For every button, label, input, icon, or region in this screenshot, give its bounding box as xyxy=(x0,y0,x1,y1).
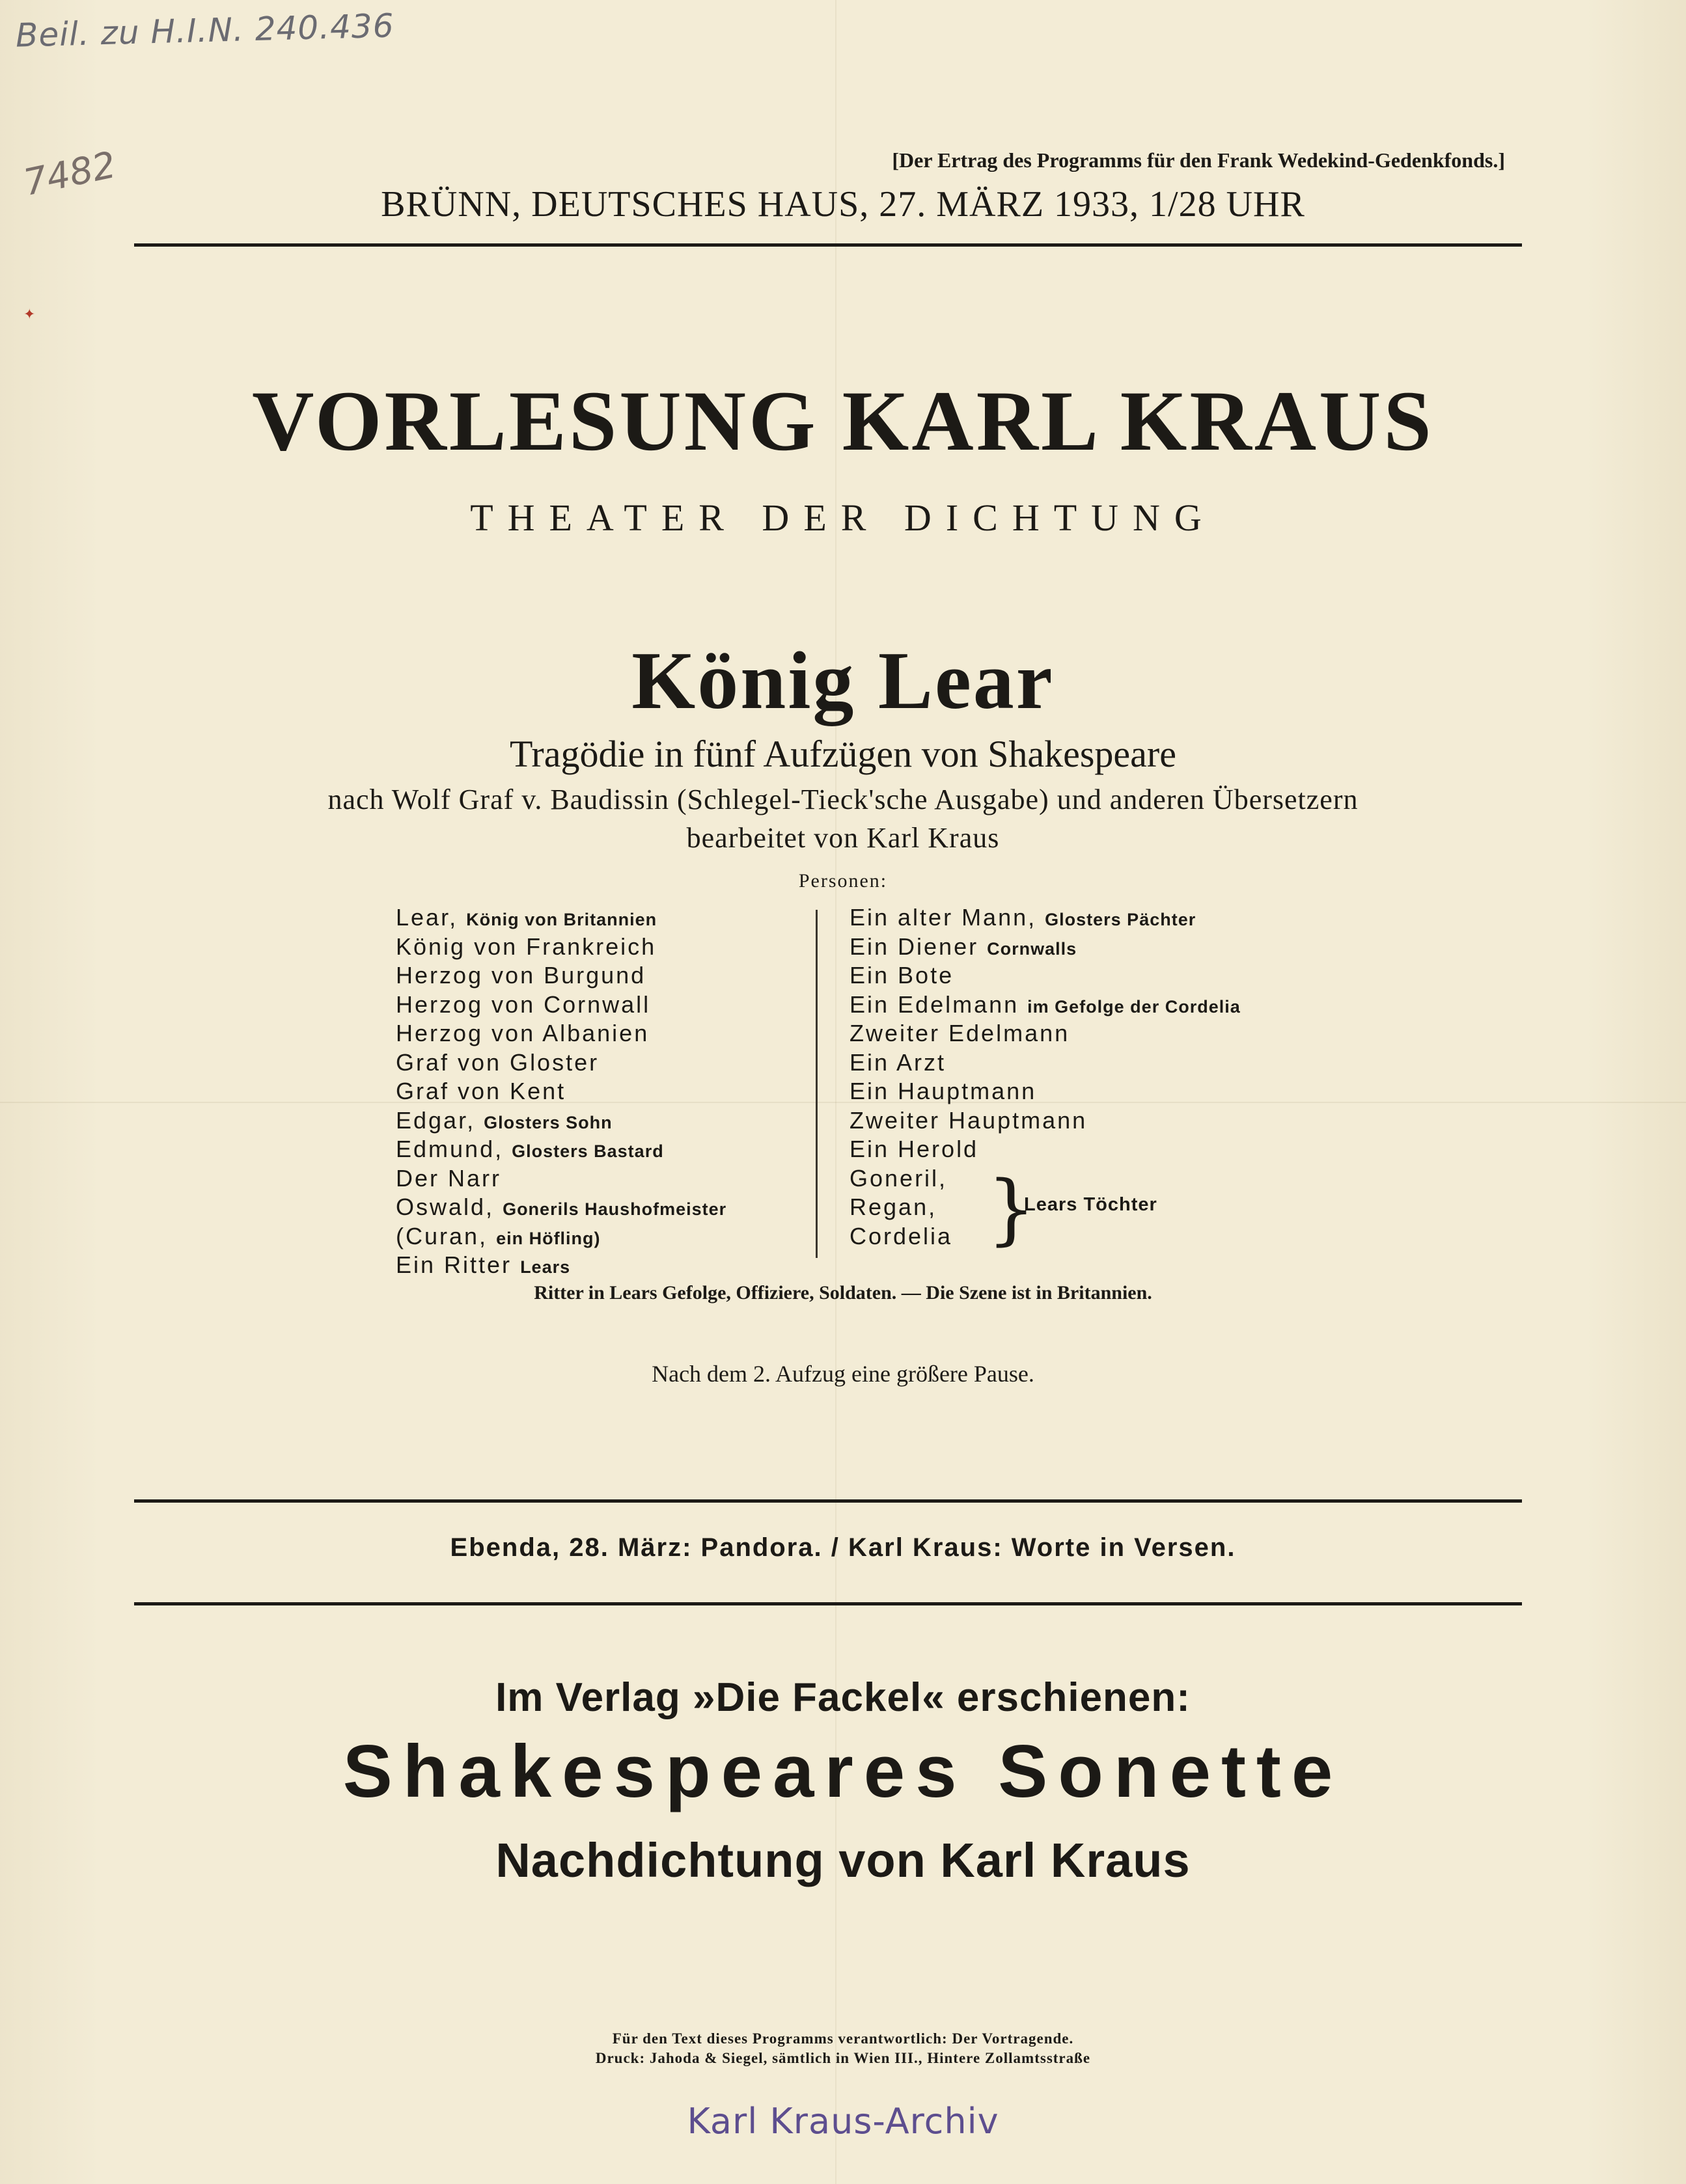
cast-row: Herzog von Cornwall xyxy=(396,990,651,1018)
event-subtitle: THEATER DER DICHTUNG xyxy=(470,497,1216,539)
cast-row: Regan, xyxy=(850,1194,937,1220)
editor-credit: bearbeitet von Karl Kraus xyxy=(686,822,1000,854)
cast-row: Zweiter Hauptmann xyxy=(850,1106,1088,1134)
pencil-inventory-number: 7482 xyxy=(20,143,120,205)
cast-row: Ein alter Mann, Glosters Pächter xyxy=(850,904,1196,931)
cast-row: Ein Herold xyxy=(850,1136,979,1162)
cast-row: Ein Hauptmann xyxy=(850,1078,1037,1104)
cast-row: Graf von Gloster xyxy=(396,1048,600,1076)
play-genre: Tragödie in fünf Aufzügen von Shakespeare xyxy=(510,733,1176,775)
red-ink-mark: ✦ xyxy=(23,306,36,322)
cast-row: Herzog von Albanien xyxy=(396,1020,650,1046)
cast-row: Der Narr xyxy=(396,1164,502,1192)
pencil-archive-note: Beil. zu H.I.N. 240.436 xyxy=(15,7,395,55)
cast-row: Edmund, Glosters Bastard xyxy=(396,1136,664,1162)
cast-row: Goneril, xyxy=(850,1164,948,1192)
horizontal-fold-crease xyxy=(0,1102,1686,1103)
cast-row: Ein Diener Cornwalls xyxy=(850,933,1077,960)
cast-row: Ein Bote xyxy=(850,962,954,989)
cast-row: Ein Arzt xyxy=(850,1048,947,1076)
cast-row: Ein Edelmann im Gefolge der Cordelia xyxy=(850,990,1241,1018)
event-title: VORLESUNG KARL KRAUS xyxy=(252,373,1434,469)
next-event-line: Ebenda, 28. März: Pandora. / Karl Kraus: Worte in Versen. xyxy=(450,1533,1236,1562)
venue-date-line: BRÜNN, DEUTSCHES HAUS, 27. MÄRZ 1933, 1/28 UHR xyxy=(381,184,1305,225)
cast-row: Edgar, Glosters Sohn xyxy=(396,1106,613,1134)
cast-row: Graf von Kent xyxy=(396,1078,566,1104)
daughters-label: Lears Töchter xyxy=(1024,1194,1157,1215)
imprint-printer: Druck: Jahoda & Siegel, sämtlich in Wien III., Hintere Zollamtsstraße xyxy=(595,2050,1091,2066)
publisher-line: Im Verlag »Die Fackel« erschienen: xyxy=(495,1675,1191,1720)
cast-row: Lear, König von Britannien xyxy=(396,904,657,931)
cast-row: Ein Ritter Lears xyxy=(396,1251,571,1278)
book-subtitle: Nachdichtung von Karl Kraus xyxy=(495,1833,1191,1887)
fund-note: [Der Ertrag des Programms für den Frank Wedekind-Gedenkfonds.] xyxy=(892,148,1505,172)
play-title: König Lear xyxy=(631,636,1055,726)
pause-note: Nach dem 2. Aufzug eine größere Pause. xyxy=(652,1361,1034,1387)
cast-list-left xyxy=(396,903,726,1280)
book-title: Shakespeares Sonette xyxy=(342,1730,1344,1813)
translation-credit: nach Wolf Graf v. Baudissin (Schlegel-Tieck'sche Ausgabe) und anderen Übersetzern xyxy=(327,784,1359,815)
cast-row: König von Frankreich xyxy=(396,933,657,960)
top-rule xyxy=(134,243,1522,247)
cast-row: Herzog von Burgund xyxy=(396,962,646,989)
middle-rule-upper xyxy=(134,1499,1522,1503)
retinue-line: Ritter in Lears Gefolge, Offiziere, Soldaten. — Die Szene ist in Britannien. xyxy=(534,1282,1152,1304)
archive-stamp: Karl Kraus-Archiv xyxy=(687,2101,999,2142)
cast-row: Oswald, Gonerils Haushofmeister xyxy=(396,1194,727,1220)
daughters-brace: } xyxy=(987,1164,1036,1253)
personen-heading: Personen: xyxy=(798,870,888,892)
cast-row: Zweiter Edelmann xyxy=(850,1020,1070,1046)
cast-row: (Curan, ein Höfling) xyxy=(396,1222,601,1249)
cast-row: Cordelia xyxy=(850,1222,953,1249)
imprint-responsibility: Für den Text dieses Programms verantwortlich: Der Vortragende. xyxy=(612,2030,1074,2047)
middle-rule-lower xyxy=(134,1602,1522,1605)
cast-column-divider xyxy=(816,910,818,1258)
